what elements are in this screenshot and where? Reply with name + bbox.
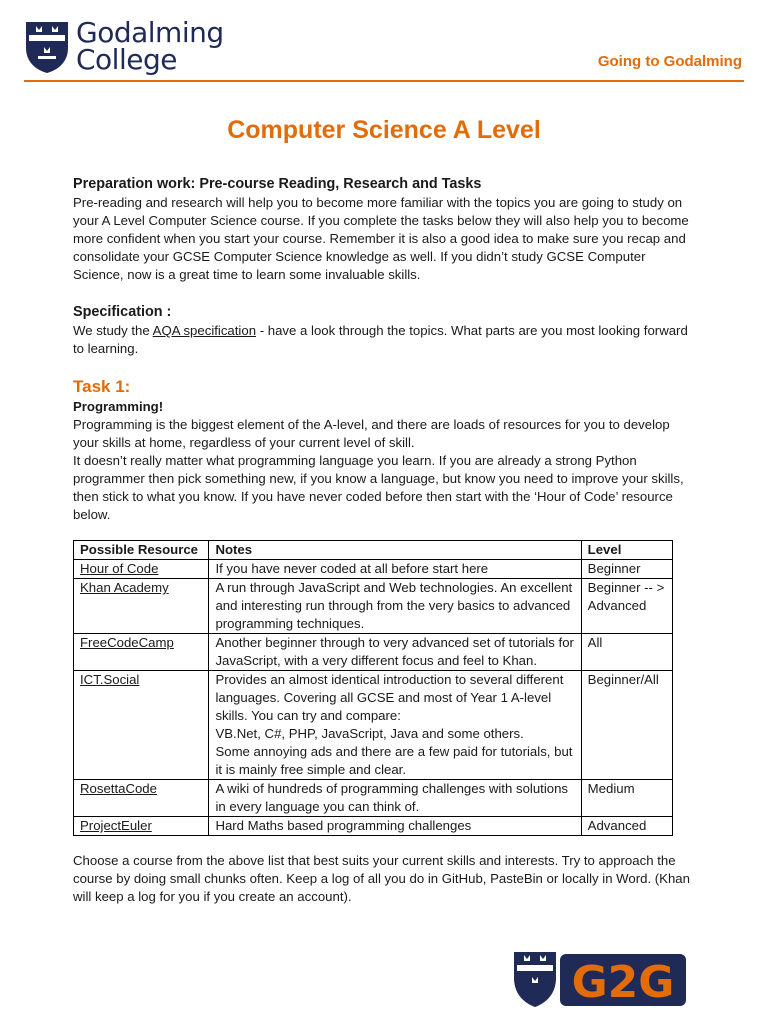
page-title: Computer Science A Level <box>227 116 541 144</box>
table-row <box>74 780 673 817</box>
college-name-line2: College <box>76 43 177 76</box>
freecodecamp-link[interactable]: FreeCodeCamp <box>80 635 174 650</box>
table-row <box>74 817 673 836</box>
prep-body: Pre-reading and research will help you to become more familiar with the topics you are going to study on your A Level Computer Science course. If you complete the tasks below they will also help you to become more confident when you start your course. Remember it is also a good idea to make sure you recap and consolidate your GCSE Computer Science knowledge as well. If you didn’t study GCSE Computer Science, now is a great time to learn some invaluable skills. <box>73 195 689 282</box>
college-name <box>76 16 224 76</box>
rosettacode-link[interactable]: RosettaCode <box>80 781 157 796</box>
college-name-line1: Godalming <box>76 16 224 49</box>
prep-heading: Preparation work: Pre-course Reading, Research and Tasks <box>73 176 482 192</box>
spec-text-after: - have a look through the topics. What parts are you most looking forward to learning. <box>73 323 688 356</box>
aqa-specification-link[interactable]: AQA specification <box>152 323 257 338</box>
row-level: All <box>581 634 672 671</box>
header-notes: Notes <box>209 541 581 560</box>
row-level: Beginner/All <box>581 671 672 780</box>
task1-title: Task 1: <box>73 377 131 396</box>
row-notes: A wiki of hundreds of programming challenges with solutions in every language you can think of. <box>209 780 581 817</box>
row-notes: Hard Maths based programming challenges <box>209 817 581 836</box>
row-level: Beginner <box>581 560 672 579</box>
row-notes-line1: Provides an almost identical introduction to several different languages. Covering all GCSE and most of Year 1 A-level skills. You can try and compare: <box>215 672 564 723</box>
row-level: Advanced <box>581 817 672 836</box>
row-notes: Another beginner through to very advanced set of tutorials for JavaScript, with a very different focus and feel to Khan. <box>209 634 581 671</box>
header-divider <box>24 80 744 82</box>
projecteuler-link[interactable]: ProjectEuler <box>80 818 152 833</box>
khan-academy-link[interactable]: Khan Academy <box>80 580 169 595</box>
document-body <box>73 174 696 906</box>
row-notes: If you have never coded at all before start here <box>209 560 581 579</box>
table-row <box>74 560 673 579</box>
task1-para1: Programming is the biggest element of the A-level, and there are loads of resources for you to develop your skills at home, regardless of your current level of skill. <box>73 417 670 450</box>
row-level: Beginner -- > Advanced <box>581 579 672 634</box>
closing-paragraph: Choose a course from the above list that best suits your current skills and interests. Try to approach the course by doing small chunks often. Keep a log of all you do in GitHub, PasteBin or locally in Word. (Khan will keep a log for you if you create an account). <box>73 853 690 904</box>
table-row <box>74 579 673 634</box>
spec-body <box>73 322 696 358</box>
g2g-logo-text: G2G <box>571 957 675 1008</box>
row-level: Medium <box>581 780 672 817</box>
g2g-logo-icon <box>512 948 688 1010</box>
table-header-row <box>74 541 673 560</box>
task1-subheading: Programming! <box>73 399 164 414</box>
row-notes <box>209 671 581 780</box>
table-row <box>74 634 673 671</box>
row-notes-line3: Some annoying ads and there are a few paid for tutorials, but it is mainly free simple and clear. <box>215 744 573 777</box>
header-possible-resource: Possible Resource <box>74 541 209 560</box>
row-notes-line2: VB.Net, C#, PHP, JavaScript, Java and some others. <box>215 726 524 741</box>
spec-heading: Specification : <box>73 304 172 320</box>
college-crest-icon <box>24 20 70 74</box>
header-level: Level <box>581 541 672 560</box>
ict-social-link[interactable]: ICT.Social <box>80 672 140 687</box>
hour-of-code-link[interactable]: Hour of Code <box>80 561 159 576</box>
page-header <box>0 0 768 82</box>
resources-table <box>73 540 673 836</box>
spec-text-before: We study the <box>73 323 153 338</box>
header-tagline: Going to Godalming <box>597 53 742 70</box>
table-row <box>74 671 673 780</box>
row-notes: A run through JavaScript and Web technologies. An excellent and interesting run through from the very basics to advanced programming techniques. <box>209 579 581 634</box>
task1-para2: It doesn’t really matter what programming language you learn. If you are already a strong Python programmer then pick something new, if you know a language, but know you need to improve your skills, then stick to what you know. If you have never coded before then start with the ‘Hour of Code’ resource below. <box>73 453 684 522</box>
